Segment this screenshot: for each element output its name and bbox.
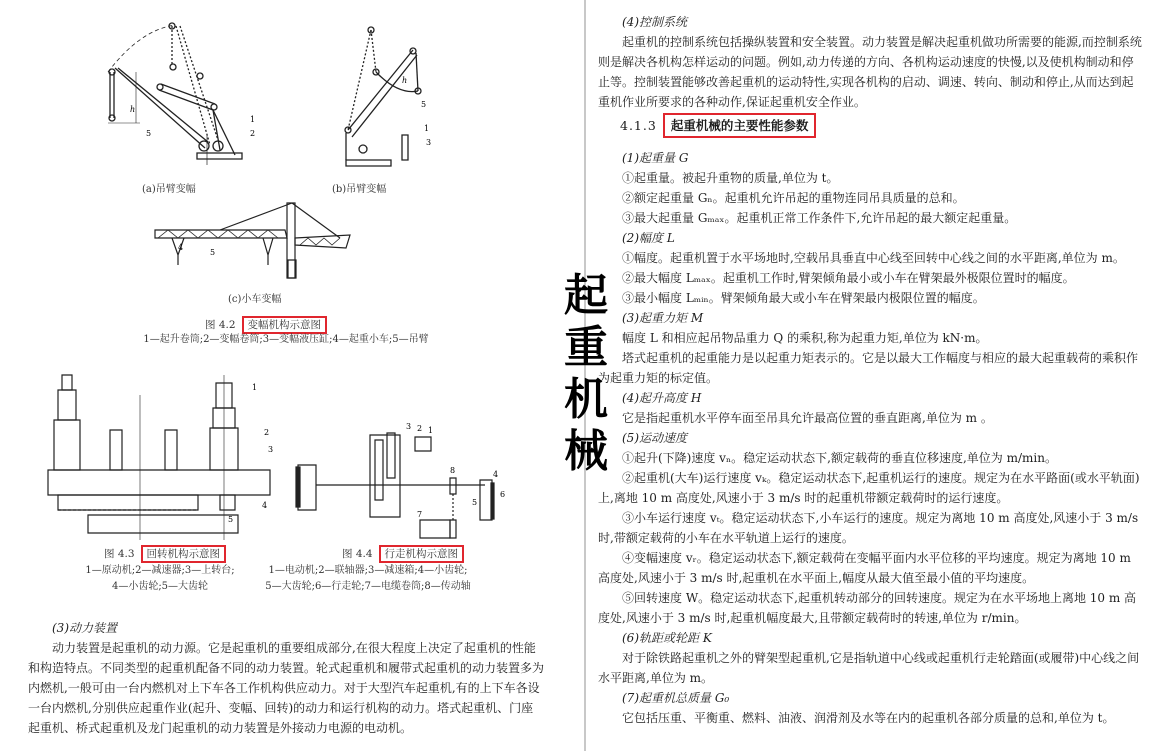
svg-text:7: 7 (417, 510, 423, 519)
legend-line: 5—大齿轮;6—行走轮;7—电缆卷筒;8—传动轴 (265, 581, 471, 592)
figure-4-4-diagram (290, 422, 520, 545)
svg-text:6: 6 (500, 490, 506, 499)
figure-4-3-caption (104, 546, 226, 561)
svg-text:1: 1 (428, 426, 434, 435)
param-item: 它是指起重机水平停车面至吊具允许最高位置的垂直距离,单位为 m 。 (622, 411, 993, 425)
param-heading: (1)起重量 G (622, 151, 689, 165)
legend-line: 4—小齿轮;5—大齿轮 (111, 581, 209, 592)
figure-number: 图 4.3 (104, 548, 135, 560)
figure-4-3-legend (60, 563, 260, 595)
svg-text:3: 3 (268, 445, 274, 454)
svg-text:5: 5 (210, 248, 216, 257)
svg-text:5: 5 (146, 129, 152, 138)
figure-number: 图 4.2 (205, 319, 236, 331)
svg-text:4: 4 (493, 470, 499, 479)
param-item: 塔式起重机的起重能力是以起重力矩表示的。它是以最大工作幅度与相应的最大起重载荷的乘积作为起重力矩的标定值。 (598, 351, 1139, 385)
param-heading: (7)起重机总质量 G₀ (622, 691, 730, 705)
svg-text:8: 8 (450, 466, 456, 475)
param-heading: (2)幅度 L (622, 231, 675, 245)
subsection-number: 4.1.3 (620, 118, 657, 133)
spine-char: 械 (564, 426, 608, 477)
figure-title-highlight: 变幅机构示意图 (242, 316, 328, 334)
param-item: ②起重机(大车)运行速度 vₖ。稳定运动状态下,起重机运行的速度。规定为在水平路面(或水平轨面)上,离地 10 m 高度处,风速小于 3 m/s 时的起重机带额定载荷时的运行速度。 (598, 471, 1140, 505)
figure-title-highlight: 行走机构示意图 (379, 545, 465, 563)
figure-4-2b-caption: (b)吊臂变幅 (332, 184, 387, 195)
subsection-title-highlight: 起重机械的主要性能参数 (663, 113, 817, 138)
svg-text:1: 1 (250, 115, 256, 124)
param-heading: (6)轨距或轮距 K (622, 631, 712, 645)
param-item: ②最大幅度 Lₘₐₓ。起重机工作时,臂架倾角最小或小车在臂架最外极限位置时的幅度。 (622, 271, 1075, 285)
figure-4-2a-caption: (a)吊臂变幅 (142, 184, 196, 195)
param-item: ⑤回转速度 W。稳定运动状态下,起重机转动部分的回转速度。规定为在水平场地上离地 10 m 高度处,风速小于 3 m/s 时,起重机幅度最大,且带额定载荷时的转速,单位为 r/min。 (598, 591, 1137, 625)
svg-text:4: 4 (262, 501, 268, 510)
svg-text:3: 3 (406, 422, 412, 431)
spine-char: 机 (564, 374, 608, 425)
param-item: ③最小幅度 Lₘᵢₙ。臂架倾角最大或小车在臂架最内极限位置的幅度。 (622, 291, 985, 305)
figure-number: 图 4.4 (342, 548, 373, 560)
section-paragraph: 起重机的控制系统包括操纵装置和安全装置。动力装置是解决起重机做功所需要的能源,而控制系统则是解决各机构怎样运动的问题。例如,动力传递的方向、各机构运动速度的快慢,以及使机构制动和停止等。控制装置能够改善起重机的运动特性,实现各机构的启动、调速、转向、制动和停止,从而达到起重机作业所要求的各种动作,保证起重机安全作业。 (598, 35, 1142, 109)
param-item: ①起升(下降)速度 vₙ。稳定运动状态下,额定载荷的垂直位移速度,单位为 m/min。 (622, 451, 1057, 465)
figure-4-2b-diagram (338, 25, 438, 165)
svg-text:1: 1 (252, 383, 258, 392)
param-item: ③小车运行速度 vₜ。稳定运动状态下,小车运行的速度。规定为离地 10 m 高度处,风速小于 3 m/s 时,带额定载荷的小车在水平轨道上运行的速度。 (598, 511, 1139, 545)
figure-4-2-caption (205, 317, 327, 332)
legend-line: 1—电动机;2—联轴器;3—减速箱;4—小齿轮; (268, 565, 468, 576)
figure-4-4-caption (342, 546, 464, 561)
section-heading: (4)控制系统 (622, 15, 687, 29)
svg-text:3: 3 (426, 138, 432, 147)
svg-text:2: 2 (264, 428, 270, 437)
figure-4-3-diagram (40, 355, 280, 540)
spine-char: 重 (564, 322, 608, 373)
param-item: ①幅度。起重机置于水平场地时,空载吊具垂直中心线至回转中心线之间的水平距离,单位为 m。 (622, 251, 1125, 265)
left-page (0, 0, 584, 751)
section-power-device (28, 618, 544, 738)
figure-title-highlight: 回转机构示意图 (141, 545, 227, 563)
spine-title (556, 270, 616, 478)
param-item: 幅度 L 和相应起吊物品重力 Q 的乘积,称为起重力矩,单位为 kN·m。 (622, 331, 988, 345)
param-item: ①起重量。被起升重物的质量,单位为 t。 (622, 171, 839, 185)
legend-line: 1—原动机;2—减速器;3—上转台; (85, 565, 235, 576)
param-item: ②额定起重量 Gₙ。起重机允许吊起的重物连同吊具质量的总和。 (622, 191, 965, 205)
figure-4-4-legend (258, 563, 478, 595)
figure-4-2c-caption: (c)小车变幅 (228, 294, 282, 305)
section-heading: (3)动力装置 (52, 621, 117, 635)
performance-parameters (598, 148, 1143, 728)
svg-text:h: h (130, 105, 136, 114)
svg-text:2: 2 (250, 129, 256, 138)
param-item: ③最大起重量 Gₘₐₓ。起重机正常工作条件下,允许吊起的最大额定起重量。 (622, 211, 1017, 225)
svg-text:5: 5 (421, 100, 427, 109)
svg-text:5: 5 (228, 515, 234, 524)
param-item: ④变幅速度 vᵣ。稳定运动状态下,额定载荷在变幅平面内水平位移的平均速度。规定为离地 10 m 高度处,风速小于 3 m/s 时,起重机在水平面上,幅度从最大值至最小值的平均速度。 (598, 551, 1131, 585)
svg-text:1: 1 (424, 124, 430, 133)
param-item: 对于除铁路起重机之外的臂架型起重机,它是指轨道中心线或起重机行走轮踏面(或履带)中心线之间水平距离,单位为 m。 (598, 651, 1140, 685)
param-heading: (4)起升高度 H (622, 391, 702, 405)
param-item: 它包括压重、平衡重、燃料、油液、润滑剂及水等在内的起重机各部分质量的总和,单位为 t。 (622, 711, 1115, 725)
figure-4-2a-diagram (100, 20, 256, 165)
svg-text:5: 5 (472, 498, 478, 507)
svg-text:2: 2 (417, 424, 423, 433)
figure-4-2c-diagram (150, 200, 355, 280)
spine-char: 起 (564, 270, 608, 321)
svg-text:4: 4 (178, 243, 184, 252)
param-heading: (3)起重力矩 M (622, 311, 704, 325)
figure-4-2-legend: 1—起升卷筒;2—变幅卷筒;3—变幅液压缸;4—起重小车;5—吊臂 (143, 334, 429, 345)
svg-text:h: h (402, 76, 408, 85)
section-control-system (598, 12, 1143, 112)
subsection-heading (620, 116, 816, 134)
param-heading: (5)运动速度 (622, 431, 687, 445)
section-paragraph: 动力装置是起重机的动力源。它是起重机的重要组成部分,在很大程度上决定了起重机的性能和构造特点。不同类型的起重机配备不同的动力装置。轮式起重机和履带式起重机的动力装置多为内燃机,一般可由一台内燃机对上下车各工作机构供应动力。对于大型汽车起重机,有的上下车各设一台内燃机,分别供应起重作业(起升、变幅、回转)的动力和运行机构的动力。塔式起重机、门座起重机、桥式起重机及龙门起重机的动力装置是外接动力电源的电动机。 (28, 641, 545, 735)
